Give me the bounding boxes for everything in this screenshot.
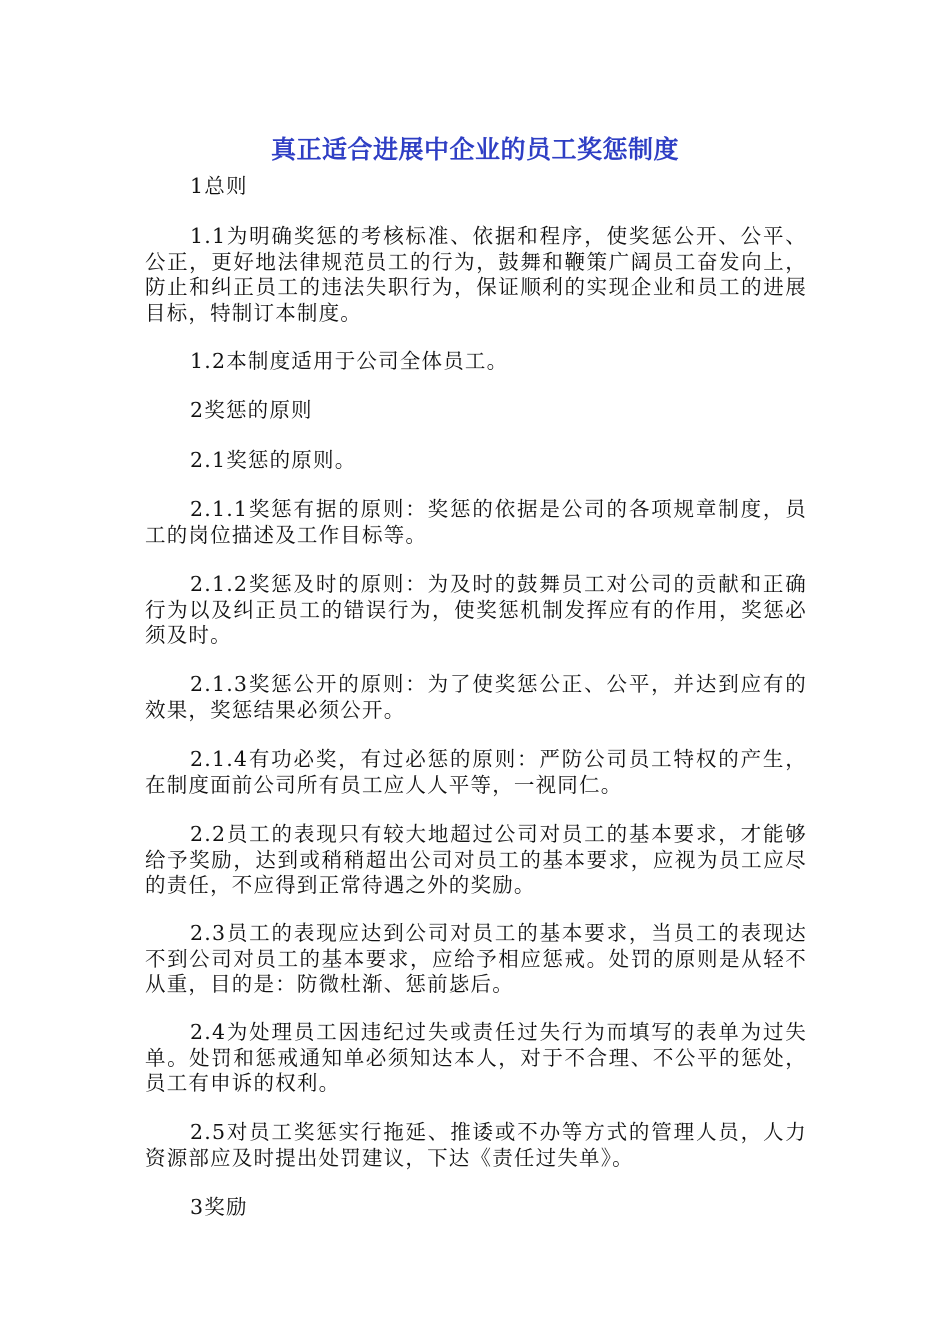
- paragraph: 2.5对员工奖惩实行拖延、推诿或不办等方式的管理人员，人力资源部应及时提出处罚建议，下达《责任过失单》。: [145, 1120, 807, 1170]
- paragraph: 2.1.1奖惩有据的原则：奖惩的依据是公司的各项规章制度，员工的岗位描述及工作目标等。: [145, 497, 807, 547]
- document-title: 真正适合进展中企业的员工奖惩制度: [270, 135, 679, 164]
- paragraph: 1.2本制度适用于公司全体员工。: [190, 349, 509, 373]
- paragraph: 2.4为处理员工因违纪过失或责任过失行为而填写的表单为过失单。处罚和惩戒通知单必须知达本人，对于不合理、不公平的惩处，员工有申诉的权利。: [145, 1020, 807, 1095]
- paragraph: 2.1奖惩的原则。: [190, 448, 357, 472]
- section-heading: 1总则: [190, 174, 248, 198]
- paragraph: 2.3员工的表现应达到公司对员工的基本要求，当员工的表现达不到公司对员工的基本要求，应给予相应惩戒。处罚的原则是从轻不从重，目的是：防微杜渐、惩前毖后。: [145, 921, 807, 996]
- paragraph: 2.1.2奖惩及时的原则：为及时的鼓舞员工对公司的贡献和正确行为以及纠正员工的错误行为，使奖惩机制发挥应有的作用，奖惩必须及时。: [145, 572, 807, 647]
- paragraph: 2.2员工的表现只有较大地超过公司对员工的基本要求，才能够给予奖励，达到或稍稍超出公司对员工的基本要求，应视为员工应尽的责任，不应得到正常待遇之外的奖励。: [145, 822, 807, 897]
- section-heading: 3奖励: [190, 1195, 248, 1219]
- paragraph: 2.1.4有功必奖，有过必惩的原则：严防公司员工特权的产生，在制度面前公司所有员工应人人平等，一视同仁。: [145, 747, 807, 797]
- paragraph: 1.1为明确奖惩的考核标准、依据和程序，使奖惩公开、公平、公正，更好地法律规范员工的行为，鼓舞和鞭策广阔员工奋发向上，防止和纠正员工的违法失职行为，保证顺利的实现企业和员工的进展目标，特制订本制度。: [145, 224, 807, 325]
- paragraph: 2.1.3奖惩公开的原则：为了使奖惩公正、公平，并达到应有的效果，奖惩结果必须公开。: [145, 672, 807, 722]
- section-heading: 2奖惩的原则: [190, 398, 313, 422]
